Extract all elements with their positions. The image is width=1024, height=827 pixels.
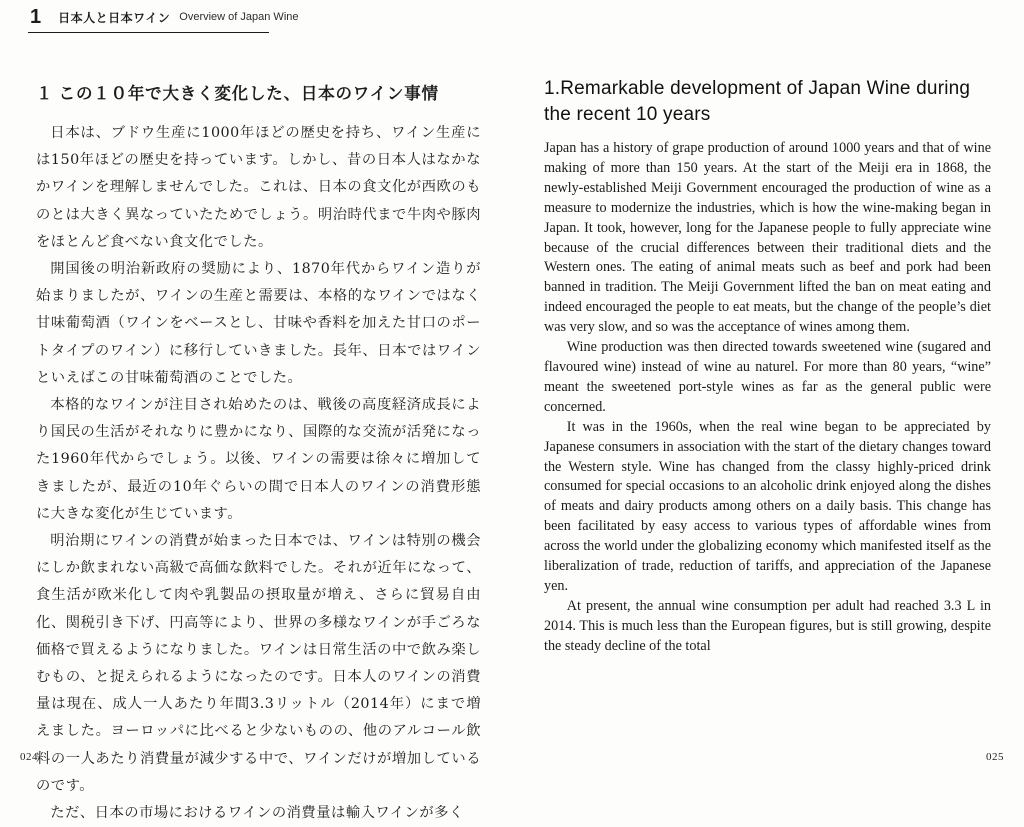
left-page	[36, 80, 481, 827]
chapter-title-japanese: 日本人と日本ワイン	[58, 10, 171, 25]
japanese-paragraph-1: 日本は、ブドウ生産に1000年ほどの歴史を持ち、ワイン生産には150年ほどの歴史を持っています。しかし、昔の日本人はなかなかワインを理解しませんでした。これは、日本の食文化が西欧のものとは大きく異なっていたためでしょう。明治時代まで牛肉や豚肉をほとんど食べない食文化でした。	[36, 125, 481, 250]
japanese-paragraph-5: ただ、日本の市場におけるワインの消費量は輸入ワインが多く	[50, 805, 464, 822]
japanese-paragraph-2: 開国後の明治新政府の奨励により、1870年代からワイン造りが始まりましたが、ワインの生産と需要は、本格的なワインではなく甘味葡萄酒（ワインをベースとし、甘味や香料を加えた甘口のポートタイプのワイン）に移行していきました。長年、日本ではワインといえばこの甘味葡萄酒のことでした。	[36, 261, 481, 386]
page-number-right: 025	[986, 751, 1004, 763]
english-paragraph-3: It was in the 1960s, when the real wine began to be appreciated by Japanese consumers in association with the start of the dietary changes toward the Western style. Wine has changed from the classy highly-priced drink consumed for special occasions to an alcoholic drink enjoyed along the dishes of meats and dairy products among others on a daily basis. This change has been facilitated by easy access to various types of affordable wines from across the world under the globalizing economy which manifested itself as the liberalization of trade, reduction of tariffs, and appreciation of the Japanese yen.	[544, 418, 991, 594]
chapter-header	[28, 6, 299, 33]
section-title-japanese: １ この１０年で大きく変化した、日本のワイン事情	[36, 85, 439, 103]
chapter-number: 1	[30, 6, 42, 28]
page-number-left: 024	[20, 751, 38, 763]
english-paragraph-4: At present, the annual wine consumption per adult had reached 3.3 L in 2014. This is much less than the European figures, but is still growing, despite the steady decline of the total	[544, 597, 991, 654]
chapter-title-english: Overview of Japan Wine	[179, 11, 299, 23]
english-paragraph-1: Japan has a history of grape production of around 1000 years and that of wine making of more than 150 years. At the start of the Meiji era in 1868, the newly-established Meiji Government encouraged the production of wine as a measure to modernize the industries, which is how the wine-making began in Japan. It took, however, long for the Japanese people to fully appreciate wine because of the crucial differences between their traditional diets and the Western ones. The eating of animal meats such as beef and pork had been banned in tradition. The Meiji Government lifted the ban on meat eating and indeed encouraged the people to eat meats, but the change of the people’s diet was very slow, and so was the acceptance of wines among them.	[544, 140, 991, 336]
right-page	[544, 76, 991, 657]
japanese-paragraph-4: 明治期にワインの消費が始まった日本では、ワインは特別の機会にしか飲まれない高級で高価な飲料でした。それが近年になって、食生活が欧米化して肉や乳製品の摂取量が増え、さらに貿易自由化、関税引き下げ、円高等により、世界の多様なワインが手ごろな価格で買えるようになりました。ワインは日常生活の中で飲み楽しむもの、と捉えられるようになったのです。日本人のワインの消費量は現在、成人一人あたり年間3.3リットル（2014年）にまで増えました。ヨーロッパに比べると少ないものの、他のアルコール飲料の一人あたり消費量が減少する中で、ワインだけが増加しているのです。	[36, 533, 481, 794]
section-title-english: 1.Remarkable development of Japan Wine during the recent 10 years	[544, 78, 971, 125]
japanese-paragraph-3: 本格的なワインが注目され始めたのは、戦後の高度経済成長により国民の生活がそれなりに豊かになり、国際的な交流が活発になった1960年代からでしょう。以後、ワインの需要は徐々に増加してきましたが、最近の10年ぐらいの間で日本人のワインの消費形態に大きな変化が生じています。	[36, 397, 481, 522]
english-paragraph-2: Wine production was then directed towards sweetened wine (sugared and flavoured wine) instead of wine au naturel. For more than 80 years, “wine” meant the sweetened port-style wines as far as the general public were concerned.	[544, 339, 991, 415]
